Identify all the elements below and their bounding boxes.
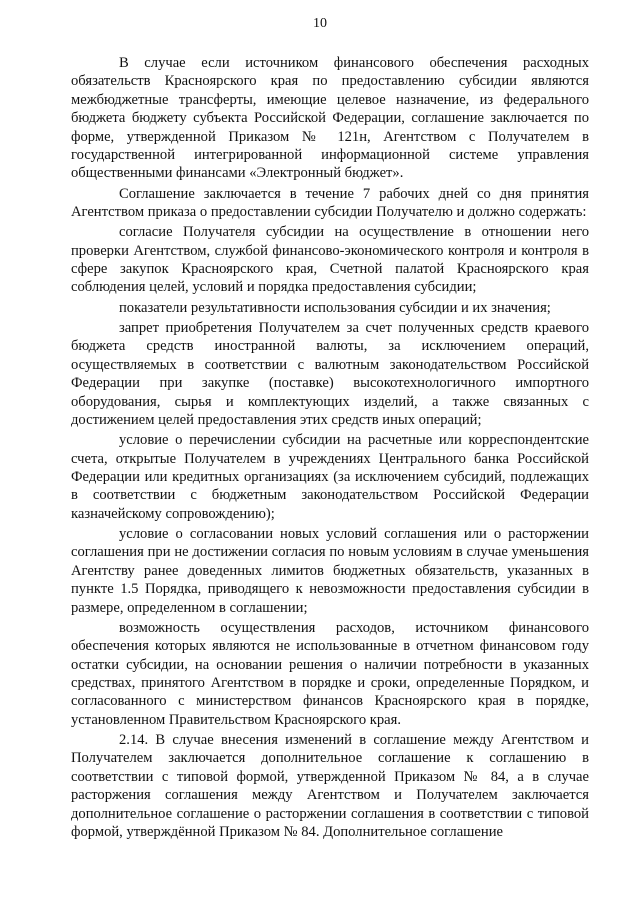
paragraph-new-conditions: условие о согласовании новых условий соглашения или о расторжении соглашения при не достижении согласия по новым условиям в случае уменьшения Агентству ранее доведенных лимитов бюджетных обязательств, указанных в пункте 1.5 Порядка, приводящего к невозможности предоставления субсидии в размере, определенном в соглашении;: [71, 525, 589, 616]
paragraph-transfer-accounts: условие о перечислении субсидии на расчетные или корреспондентские счета, открытые Получателем в учреждениях Центрального банка Российской Федерации или кредитных организациях (за исключением субсидий, подлежащих в соответствии с бюджетным законодательством Российской Федерации казначейскому сопровождению);: [71, 432, 589, 522]
paragraph-federal-transfers: В случае если источником финансового обеспечения расходных обязательств Красноярского края по предоставлению субсидии являются межбюджетные трансферты, имеющие целевое назначение, из федерального бюджета бюджету субъекта Российской Федерации, соглашение заключается по форме, утвержденной Приказом № 121н, Агентством с Получателем в государственной интегрированной информационной системе управления общественными финансами «Электронный бюджет».: [71, 55, 589, 182]
paragraph-agreement-term: Соглашение заключается в течение 7 рабочих дней со дня принятия Агентством приказа о предоставлении субсидии Получателю и должно содержать:: [71, 185, 589, 221]
paragraph-unused-balances: возможность осуществления расходов, источником финансового обеспечения которых являются не использованные в отчетном финансовом году остатки субсидии, на основании решения о наличии потребности в указанных средствах, принятого Агентством в порядке и сроки, определенные Порядком, и согласованного с министерством финансов Красноярского края в порядке, установленном Правительством Красноярского края.: [71, 619, 589, 728]
page-number: 10: [313, 16, 327, 31]
document-body: [71, 54, 589, 843]
paragraph-performance-indicators: показатели результативности использования субсидии и их значения;: [119, 299, 551, 316]
paragraph-section-2-14: 2.14. В случае внесения изменений в соглашение между Агентством и Получателем заключается дополнительное соглашение к соглашению в соответствии с типовой формой, утвержденной Приказом № 84, а в случае расторжения соглашения между Агентством и Получателем заключается дополнительное соглашение о расторжении соглашения в соответствии с типовой формой, утверждённой Приказом № 84. Дополнительное соглашение: [71, 732, 589, 841]
paragraph-currency-ban: запрет приобретения Получателем за счет полученных средств краевого бюджета средств иностранной валюты, за исключением операций, осуществляемых в соответствии с валютным законодательством Российской Федерации при закупке (поставке) высокотехнологичного импортного оборудования, сырья и комплектующих изделий, а также связанных с достижением целей предоставления этих средств иных операций;: [71, 319, 589, 428]
paragraph-consent-audit: согласие Получателя субсидии на осуществление в отношении него проверки Агентством, службой финансово-экономического контроля и контроля в сфере закупок Красноярского края, Счетной палатой Красноярского края соблюдения целей, условий и порядка предоставления субсидии;: [71, 224, 589, 296]
